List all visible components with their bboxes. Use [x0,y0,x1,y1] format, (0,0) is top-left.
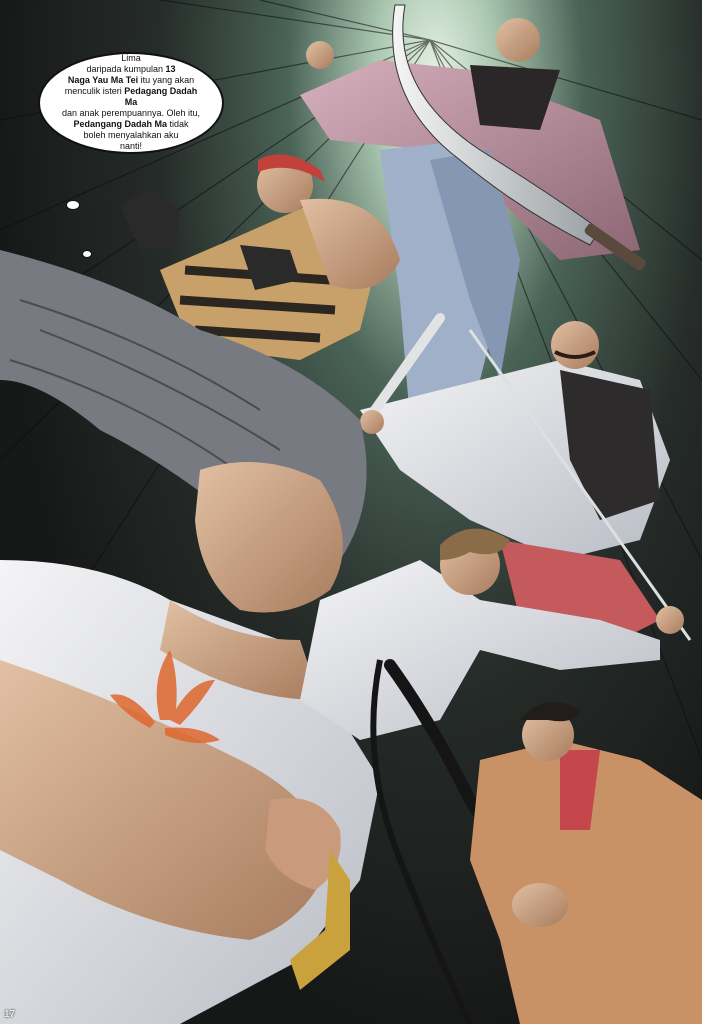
speech-line: boleh menyalahkan aku [83,129,179,140]
page-number: 17 [4,1009,16,1020]
bubble-tail-dot [82,250,92,258]
speech-line: Lima [121,52,141,63]
speech-line: dan anak perempuannya. Oleh itu, [61,107,201,118]
speech-line: daripada kumpulan [86,63,166,74]
speech-bubble [38,52,224,154]
speech-line: itu yang akan [138,74,195,85]
villain-stick-fighter [470,702,702,1024]
speech-line: menculik isteri [64,85,125,96]
speech-line: nanti! [119,140,143,151]
bubble-tail-dot [66,200,80,210]
speech-line-bold: 13 [165,63,176,74]
speech-line: tidak [167,118,189,129]
speech-text [58,53,204,152]
speech-line-bold: Naga Yau Ma Tei [67,74,139,85]
speech-line-bold: Pedagang Dadah Ma [124,85,198,107]
speech-line-bold: Pedangang Dadah Ma [73,118,167,129]
